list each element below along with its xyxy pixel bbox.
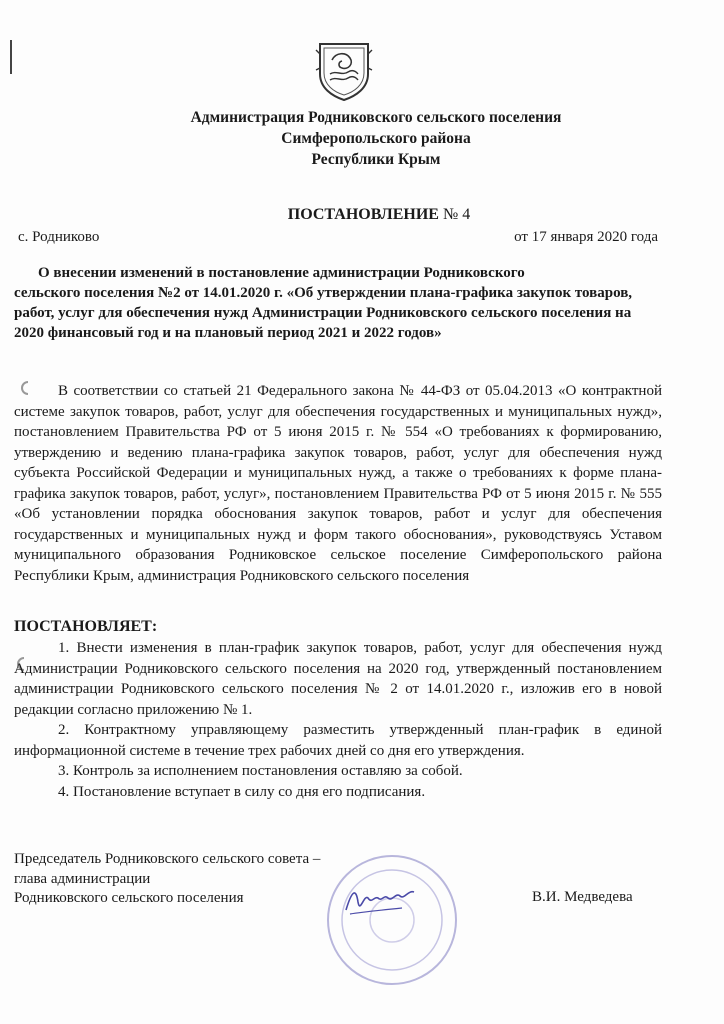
decree-item: 4. Постановление вступает в силу со дня его подписания. [58, 783, 426, 800]
date: от 17 января 2020 года [514, 229, 658, 245]
title-number: № 4 [442, 206, 471, 223]
decree-item: 1. Внести изменения в план-график закупок товаров, работ, услуг для обеспечения нужд Администрации Родниковского сельского поселения на 2020 год, утвержденный постановлением администрации Родниковского сельского поселения № 2 от 14.01.2020 г., изложив его в новой редакции согласно приложению № 1. [14, 640, 662, 718]
signatory-title: Председатель Родниковского сельского совета – [14, 851, 321, 867]
signatory-name: В.И. Медведева [532, 889, 633, 905]
decree-label: ПОСТАНОВЛЯЕТ: [14, 618, 158, 635]
decree-item: 3. Контроль за исполнением постановления оставляю за собой. [58, 763, 463, 779]
subject-heading [14, 263, 664, 343]
preamble-paragraph: В соответствии со статьей 21 Федерального закона № 44-ФЗ от 05.04.2013 «О контрактной системе закупок товаров, работ, услуг для обеспечения государственных и муниципальных нужд», постановлением Правительства РФ от 5 июня 2015 г. № 554 «О требованиях к формированию, утверждению и ведению плана-графика закупок товаров, работ, услуг для обеспечения нужд субъекта Российской Федерации и муниципальных нужд, а также о требованиях к форме плана-графика закупок товаров, работ, услуг», постановлением Правительства РФ от 5 июня 2015 г. № 555 «Об установлении порядка обоснования закупок товаров, работ и услуг для обеспечения государственных и муниципальных нужд и форм такого обоснования», руководствуясь Уставом муниципального образования Родниковское сельское поселение Симферопольского района Республики Крым, администрация Родниковского сельского поселения [14, 383, 662, 584]
place-date-line [18, 229, 658, 246]
header-line: Симферопольского района [281, 130, 471, 147]
header-line: Республики Крым [311, 151, 441, 168]
decree-item: 2. Контрактному управляющему разместить утвержденный план-график в единой информационной системе в течение трех рабочих дней со дня его утверждения. [14, 722, 662, 759]
decree-items [14, 638, 662, 802]
place: с. Родниково [18, 229, 100, 245]
organization-header [0, 107, 724, 170]
coat-of-arms-icon [314, 40, 374, 102]
signatory-title: глава администрации [14, 870, 151, 887]
signatory-title: Родниковского сельского поселения [14, 890, 244, 906]
document-title [0, 206, 724, 224]
subject-rest: сельского поселения №2 от 14.01.2020 г. «Об утверждении плана-графика закупок товаров, работ, услуг для обеспечения нужд Администрации Родниковского сельского поселения на 2020 финансовый год и на плановый период 2021 и 2022 годов» [14, 285, 633, 341]
margin-mark [10, 40, 12, 74]
header-line: Администрация Родниковского сельского поселения [190, 109, 562, 126]
title-label: ПОСТАНОВЛЕНИЕ [287, 206, 439, 223]
subject-line: О внесении изменений в постановление администрации Родниковского [38, 265, 525, 281]
